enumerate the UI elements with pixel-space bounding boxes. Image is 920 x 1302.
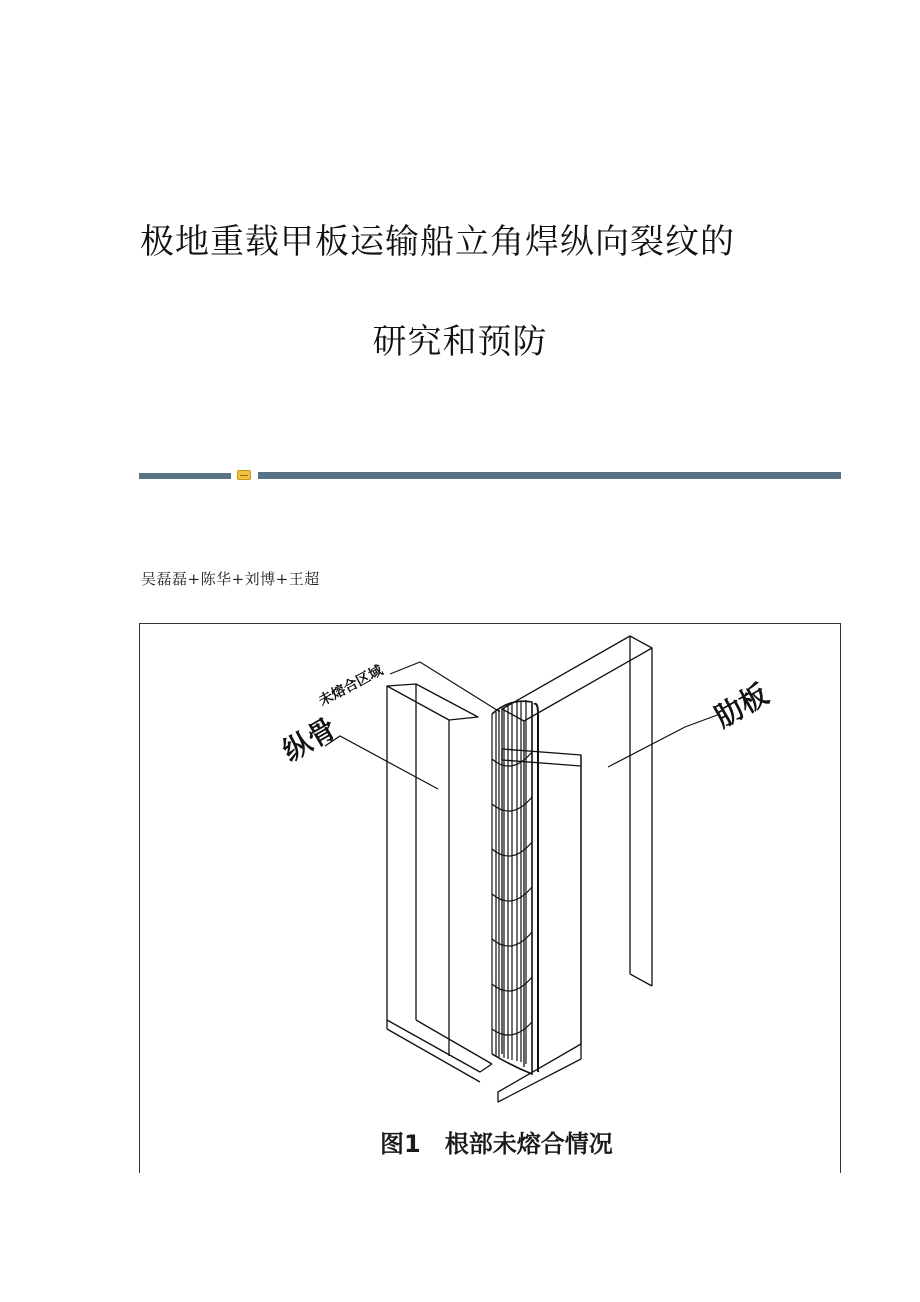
figure-caption: 图1 根部未熔合情况 — [380, 1130, 613, 1158]
page-title-line-2: 研究和预防 — [372, 322, 548, 362]
author-list: 吴磊磊+陈华+刘博+王超 — [141, 570, 320, 588]
label-longitudinal: 纵骨 — [277, 711, 343, 769]
weld-diagram — [140, 624, 840, 1173]
label-unfused-edge: 未熔合区域 — [316, 662, 386, 710]
figure-1 — [139, 623, 841, 1173]
divider-bar-left — [139, 473, 231, 479]
divider-mark-icon — [237, 470, 251, 480]
title-divider — [139, 470, 841, 480]
divider-bar-right — [258, 472, 841, 479]
page-title-line-1: 极地重载甲板运输船立角焊纵向裂纹的 — [140, 222, 735, 262]
label-rib-plate: 肋板 — [709, 677, 775, 735]
